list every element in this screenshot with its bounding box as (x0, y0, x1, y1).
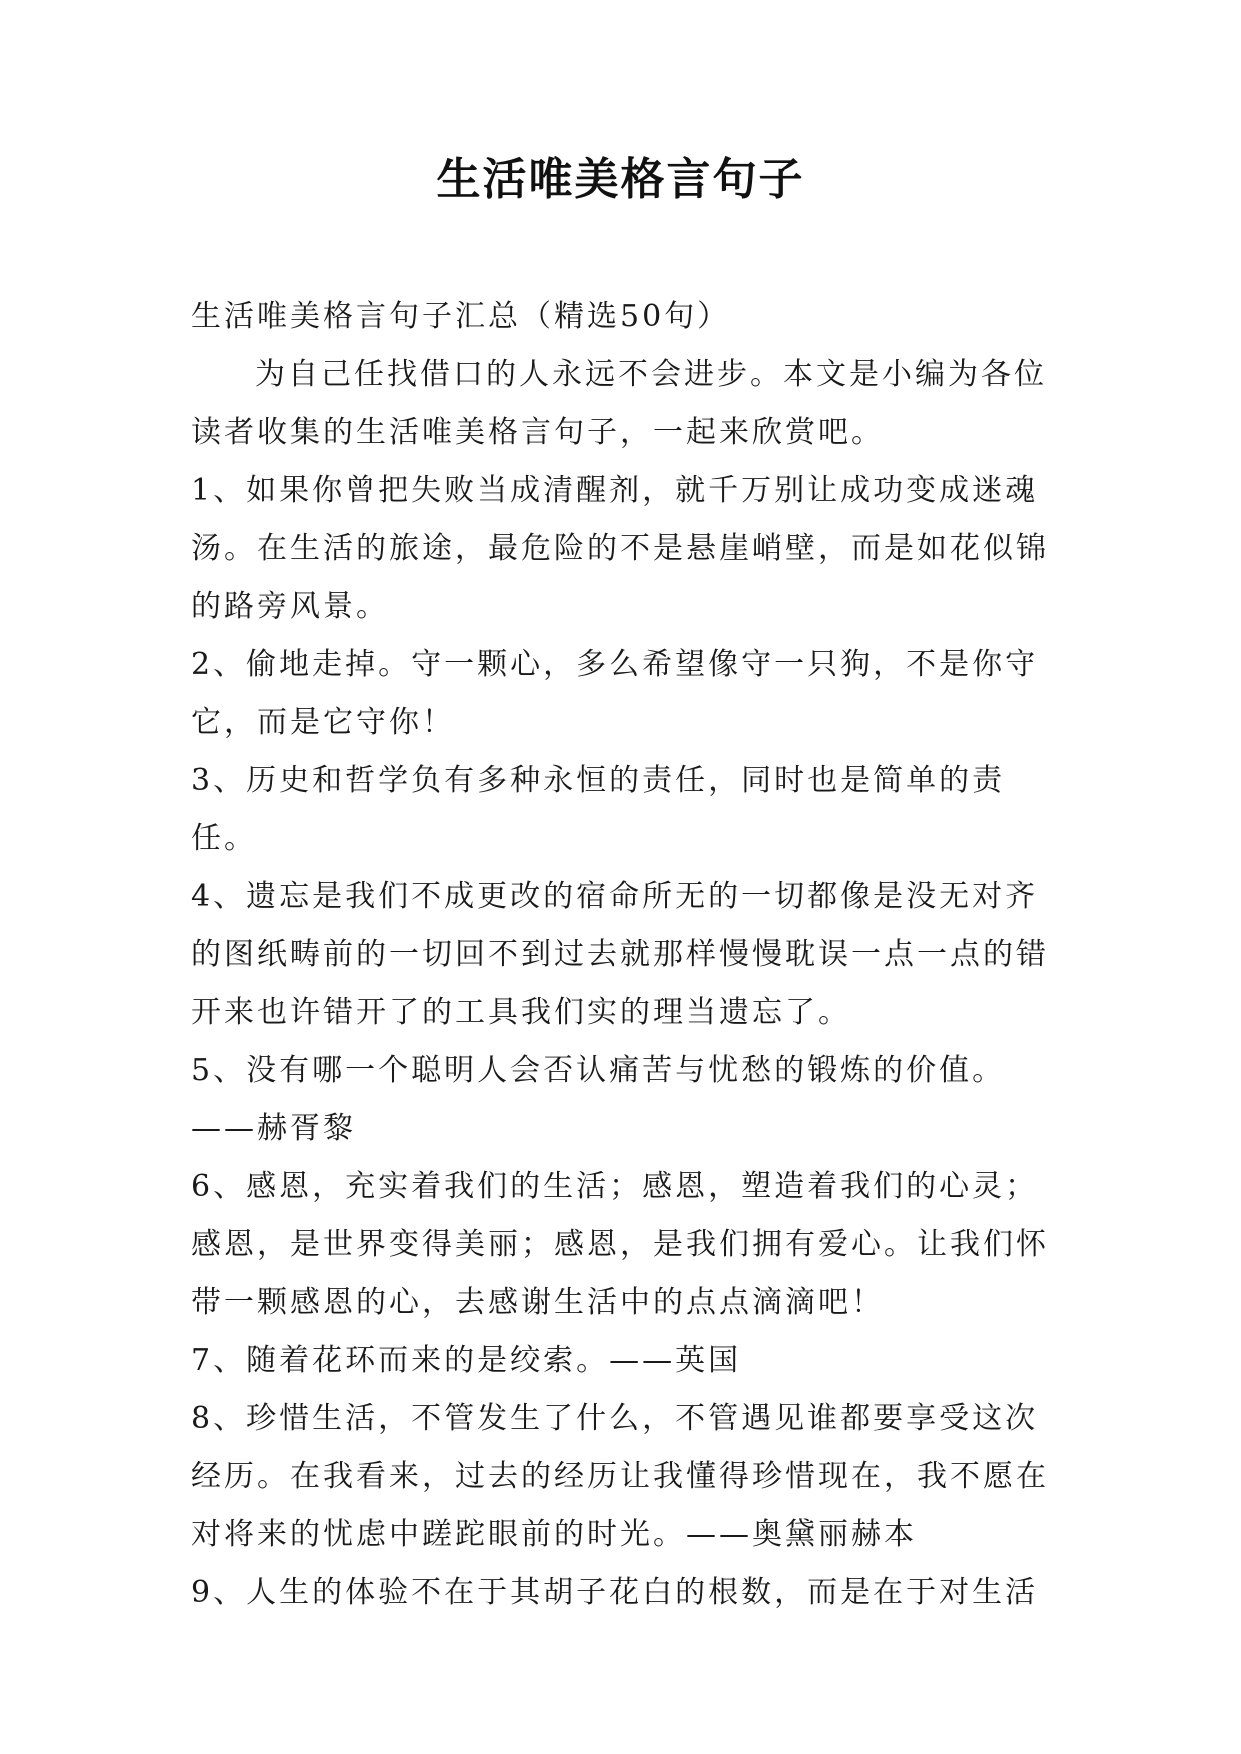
quote-paragraph-5: 5、没有哪一个聪明人会否认痛苦与忧愁的锻炼的价值。——赫胥黎 (191, 1053, 1006, 1146)
document-body (191, 288, 1071, 1622)
quote-paragraph-8: 8、珍惜生活，不管发生了什么，不管遇见谁都要享受这次经历。在我看来，过去的经历让我懂得珍惜现在，我不愿在对将来的忧虑中蹉跎眼前的时光。——奥黛丽赫本 (191, 1401, 1049, 1552)
quote-paragraph-4: 4、遗忘是我们不成更改的宿命所无的一切都像是没无对齐的图纸畴前的一切回不到过去就那样慢慢耽误一点一点的错开来也许错开了的工具我们实的理当遗忘了。 (191, 879, 1049, 1030)
quote-paragraph-3: 3、历史和哲学负有多种永恒的责任，同时也是简单的责任。 (191, 763, 1006, 856)
page-title: 生活唯美格言句子 (436, 154, 805, 205)
quote-paragraph-1: 1、如果你曾把失败当成清醒剂，就千万别让成功变成迷魂汤。在生活的旅途，最危险的不是悬崖峭壁，而是如花似锦的路旁风景。 (191, 473, 1049, 624)
quote-paragraph-9: 9、人生的体验不在于其胡子花白的根数，而是在于对生活 (191, 1575, 1039, 1610)
quote-paragraph-7: 7、随着花环而来的是绞索。——英国 (191, 1343, 742, 1378)
subtitle: 生活唯美格言句子汇总（精选50句） (191, 299, 731, 334)
intro-paragraph: 为自己任找借口的人永远不会进步。本文是小编为各位读者收集的生活唯美格言句子，一起来欣赏吧。 (191, 357, 1047, 450)
quote-paragraph-2: 2、偷地走掉。守一颗心，多么希望像守一只狗，不是你守它，而是它守你！ (191, 647, 1039, 740)
quote-paragraph-6: 6、感恩，充实着我们的生活；感恩，塑造着我们的心灵；感恩，是世界变得美丽；感恩，是我们拥有爱心。让我们怀带一颗感恩的心，去感谢生活中的点点滴滴吧！ (191, 1169, 1049, 1320)
